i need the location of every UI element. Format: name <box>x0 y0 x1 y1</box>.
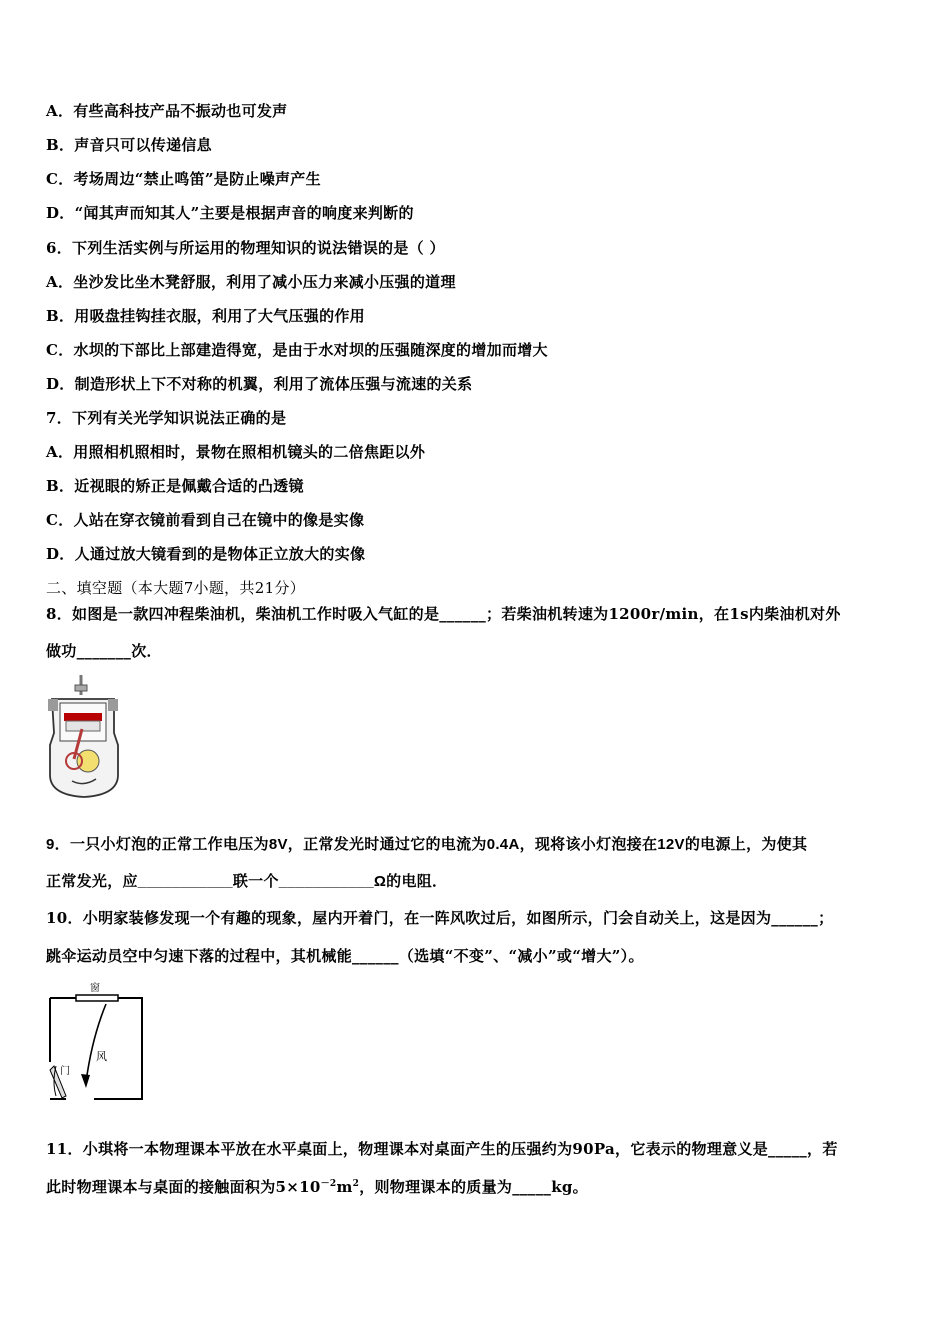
q11-line-2 <box>46 1176 900 1198</box>
q8-line-1: 8．如图是一款四冲程柴油机，柴油机工作时吸入气缸的是______；若柴油机转速为1200r/min，在1s内柴油机对外 <box>46 605 841 623</box>
q8-line-2: 做功_______次． <box>46 642 162 660</box>
q6-stem: 6．下列生活实例与所运用的物理知识的说法错误的是（ ） <box>46 239 445 257</box>
diesel-engine-figure <box>44 673 124 803</box>
q5-option-d: D．“闻其声而知其人”主要是根据声音的响度来判断的 <box>46 204 414 222</box>
q7-option-c: C．人站在穿衣镜前看到自己在镜中的像是实像 <box>46 511 365 529</box>
q9-line-2: 正常发光，应___________联一个___________Ω的电阻． <box>46 873 448 890</box>
q11-line-2-part-2: ，则物理课本的质量为_____kg。 <box>359 1178 588 1196</box>
q11-line-2-part-1: 此时物理课本与桌面的接触面积为5×10 <box>46 1178 321 1196</box>
q5-option-a: A．有些高科技产品不振动也可发声 <box>46 102 288 120</box>
q10-line-2: 跳伞运动员空中匀速下落的过程中，其机械能______（选填“不变”、“减小”或“增大”）。 <box>46 947 644 965</box>
q5-option-b: B．声音只可以传递信息 <box>46 136 212 154</box>
q11-unit-m: m <box>336 1178 353 1196</box>
q7-option-b: B．近视眼的矫正是佩戴合适的凸透镜 <box>46 477 304 495</box>
door-label: 门 <box>60 1066 70 1077</box>
q11-line-1: 11．小琪将一本物理课本平放在水平桌面上，物理课本对桌面产生的压强约为90Pa，它表示的物理意义是_____，若 <box>46 1140 838 1158</box>
q6-option-b: B．用吸盘挂钩挂衣服，利用了大气压强的作用 <box>46 307 365 325</box>
q10-line-1: 10．小明家装修发现一个有趣的现象，屋内开着门，在一阵风吹过后，如图所示，门会自动关上，这是因为______； <box>46 909 834 927</box>
q5-option-c: C．考场周边“禁止鸣笛”是防止噪声产生 <box>46 170 321 188</box>
q6-option-d: D．制造形状上下不对称的机翼，利用了流体压强与流速的关系 <box>46 375 473 393</box>
section-heading: 二、填空题（本大题7小题，共21分） <box>46 579 306 597</box>
room-diagram-figure <box>46 978 151 1103</box>
wind-label: 风 <box>96 1050 107 1063</box>
q7-option-d: D．人通过放大镜看到的是物体正立放大的实像 <box>46 545 366 563</box>
window-label: 窗 <box>90 983 100 994</box>
q9-line-1: 9．一只小灯泡的正常工作电压为8V，正常发光时通过它的电流为0.4A，现将该小灯泡接在12V的电源上，为使其 <box>46 836 808 853</box>
q7-stem: 7．下列有关光学知识说法正确的是 <box>46 409 287 427</box>
q6-option-a: A．坐沙发比坐木凳舒服，利用了减小压力来减小压强的道理 <box>46 273 456 291</box>
q11-unit-exponent: 2 <box>352 1179 360 1189</box>
q11-exponent: －2 <box>320 1179 337 1189</box>
q7-option-a: A．用照相机照相时，景物在照相机镜头的二倍焦距以外 <box>46 443 426 461</box>
q6-option-c: C．水坝的下部比上部建造得宽，是由于水对坝的压强随深度的增加而增大 <box>46 341 548 359</box>
